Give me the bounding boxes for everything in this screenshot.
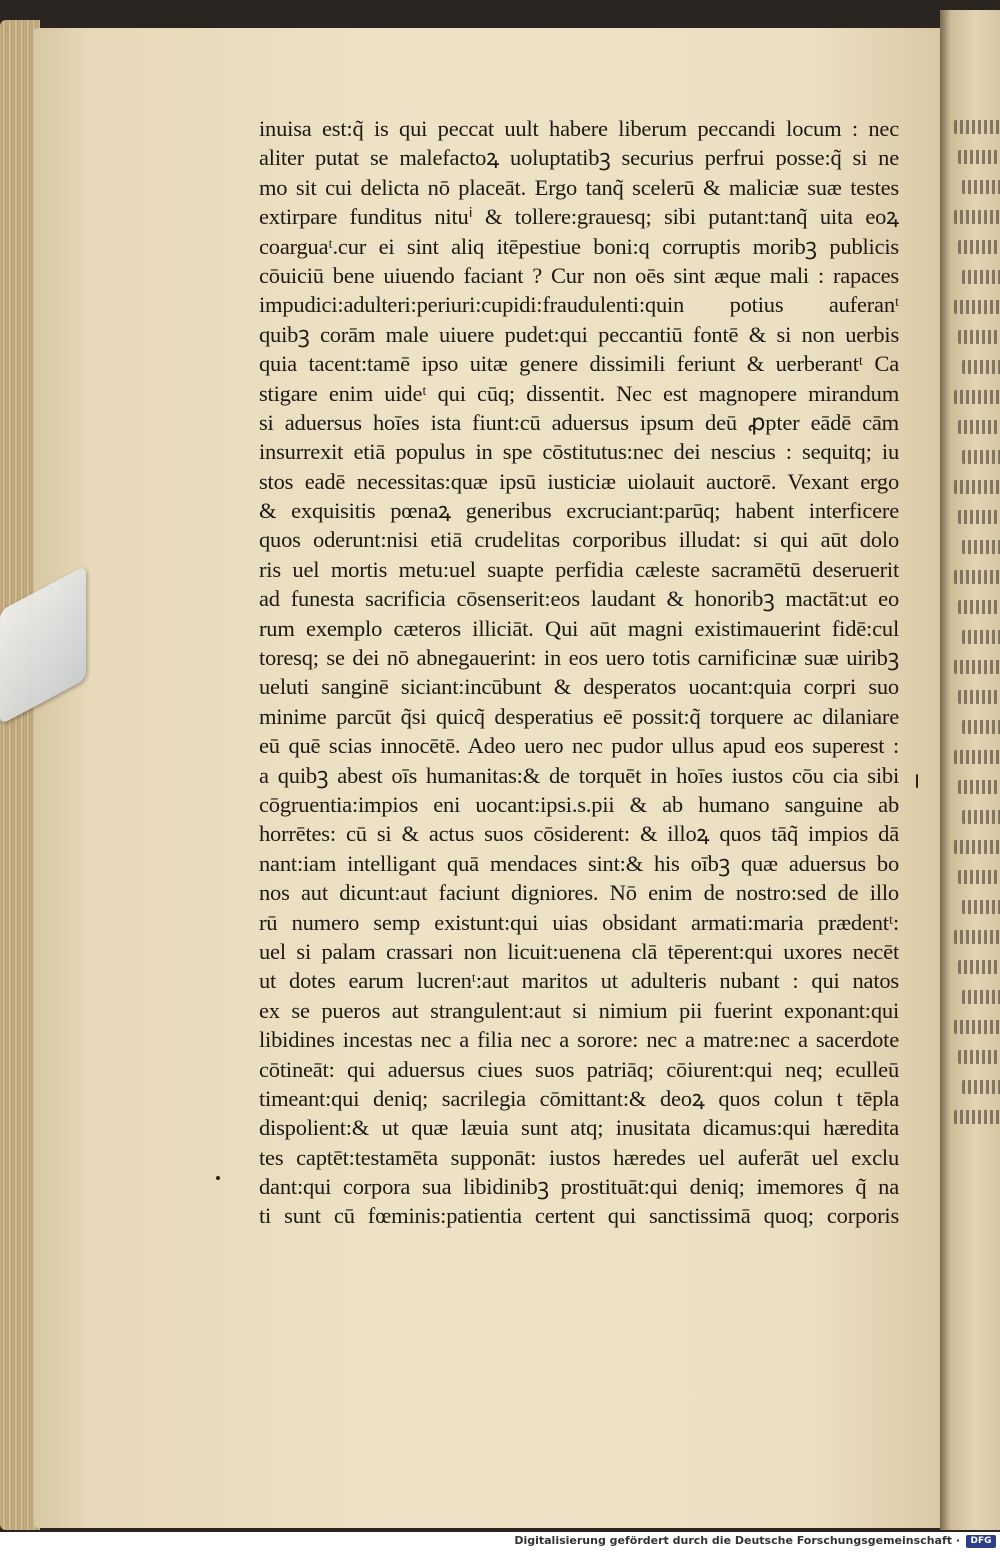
dfg-logo: DFG	[966, 1535, 996, 1548]
facing-page-line	[954, 930, 1000, 944]
text-line: impudici:adulteri:periuri:cupidi:fraudulenti:quin potius auferanᵗ	[259, 292, 899, 318]
text-line: ris uel mortis metu:uel suapte perfidia cæleste sacramētū deseruerit	[259, 556, 899, 582]
text-line: quos oderunt:nisi etiā crudelitas corporibus illudat: si qui aūt dolo	[259, 527, 899, 553]
facing-page-line	[958, 690, 1000, 704]
facing-page-line	[958, 1050, 1000, 1064]
facing-page-line	[962, 990, 1000, 1004]
text-line: & exquisitis pœnaꝝ generibus excruciant:parūq; habent interficere	[259, 498, 899, 524]
facing-page-line	[962, 900, 1000, 914]
facing-page-line	[958, 780, 1000, 794]
footer-bar	[0, 1532, 1000, 1552]
facing-page-line	[962, 810, 1000, 824]
facing-page-line	[958, 960, 1000, 974]
text-line: insurrexit etiā populus in spe cōstitutus:nec dei nescius : sequitq; iu	[259, 439, 899, 465]
ink-speck	[216, 1176, 220, 1180]
facing-page-line	[962, 270, 1000, 284]
text-line: stigare enim uideᵗ qui cūq; dissentit. Nec est magnopere mirandum	[259, 380, 899, 406]
facing-page-line	[954, 750, 1000, 764]
text-line: ad funesta sacrificia cōsenserit:eos laudant & honoribꝫ mactāt:ut eo	[259, 586, 899, 612]
text-line: si aduersus hoīes ista fiunt:cū aduersus ipsum deū ꝓpter eādē cām	[259, 409, 899, 435]
facing-page-line	[958, 150, 1000, 164]
facing-page-line	[958, 240, 1000, 254]
facing-page-line	[962, 1080, 1000, 1094]
facing-page-line	[954, 570, 1000, 584]
facing-page-line	[962, 540, 1000, 554]
text-line: nos aut dicunt:aut faciunt digniores. Nō enim de nostro:sed de illo	[259, 880, 899, 906]
text-line: dant:qui corpora sua libidinibꝫ prostituāt:qui deniq; imemores q̃ na	[259, 1174, 899, 1200]
text-line: libidines incestas nec a filia nec a sorore: nec a matre:nec a sacerdote	[259, 1027, 899, 1053]
text-line: timeant:qui deniq; sacrilegia cōmittant:& deoꝝ quos colun t tēpla	[259, 1085, 899, 1111]
text-line: dispolient:& ut quæ læuia sunt atq; inusitata dicamus:qui hæredita	[259, 1115, 899, 1141]
text-line: eū quē scias innocētē. Adeo uero nec pudor ullus apud eos superest :	[259, 733, 899, 759]
facing-page-line	[954, 840, 1000, 854]
text-line: nant:iam intelligant quā mendaces sint:& his oībꝫ quæ aduersus bo	[259, 850, 899, 876]
text-line: ut dotes earum lucrenᵗ:aut maritos ut adulteris nubant : qui natos	[259, 968, 899, 994]
facing-page-line	[962, 720, 1000, 734]
facing-page-line	[962, 630, 1000, 644]
facing-page-line	[954, 390, 1000, 404]
text-line: mo sit cui delicta nō placeāt. Ergo tanq̃ scelerū & maliciæ suæ testes	[259, 174, 899, 200]
text-line: rū numero semp existunt:qui uias obsidant armati:maria prædentᵗ:	[259, 909, 899, 935]
facing-page-line	[954, 1020, 1000, 1034]
text-line: ex se pueros aut strangulent:aut si nimium pii fuerint exponant:qui	[259, 997, 899, 1023]
text-line: coarguaᵗ.cur ei sint aliq itēpestiue boni:q corruptis moribꝫ publicis	[259, 233, 899, 259]
facing-page-line	[954, 660, 1000, 674]
facing-page-line	[954, 1110, 1000, 1124]
facing-page-line	[958, 330, 1000, 344]
facing-page-line	[954, 210, 1000, 224]
text-line: a quibꝫ abest oīs humanitas:& de torquēt in hoīes iustos cōu cia sibi	[259, 762, 899, 788]
text-line: horrētes: cū si & actus suos cōsiderent: & illoꝝ quos tāq̃ impios dā	[259, 821, 899, 847]
text-line: tes captēt:testamēta supponāt: iustos hæredes uel auferāt uel exclu	[259, 1144, 899, 1170]
facing-page-line	[954, 480, 1000, 494]
text-line: aliter putat se malefactoꝝ uoluptatibꝫ securius perfrui posse:q̃ si ne	[259, 145, 899, 171]
facing-page-line	[962, 360, 1000, 374]
facing-page-line	[958, 870, 1000, 884]
facing-page-line	[958, 420, 1000, 434]
text-line: ti sunt cū fœminis:patientia certent qui sanctissimā quoq; corporis	[259, 1203, 899, 1229]
body-text	[259, 114, 899, 1231]
text-line: cōuiciū bene uiuendo faciant ? Cur non oēs sint æque mali : rapaces	[259, 262, 899, 288]
text-line: stos eadē necessitas:quæ ipsū iusticiæ uiolauit auctorē. Vexant ergo	[259, 468, 899, 494]
facing-page-line	[962, 180, 1000, 194]
text-line: quibꝫ corām male uiuere pudet:qui peccantiū fontē & si non uerbis	[259, 321, 899, 347]
facing-page-line	[954, 120, 1000, 134]
text-line: rum exemplo cæteros illiciāt. Qui aūt magni existimauerint fidē:cul	[259, 615, 899, 641]
text-line: minime parcūt q̃si quicq̃ desperatius eē possit:q̃ torquere ac dilaniare	[259, 703, 899, 729]
facing-page-line	[954, 300, 1000, 314]
text-line: ueluti sanginē siciant:incūbunt & desperatos uocant:quia corpri suo	[259, 674, 899, 700]
footer-credit: Digitalisierung gefördert durch die Deutsche Forschungsgemeinschaft ·	[514, 1534, 960, 1547]
facing-page-line	[958, 600, 1000, 614]
text-line: cōtineāt: qui aduersus ciues suos patriāq; cōiurent:qui neq; eculleū	[259, 1056, 899, 1082]
text-line: extirpare funditus nituⁱ & tollere:grauesq; sibi putant:tanq̃ uita eoꝝ	[259, 204, 899, 230]
ink-speck	[916, 774, 918, 788]
text-line: inuisa est:q̃ is qui peccat uult habere liberum peccandi locum : nec	[259, 116, 899, 141]
text-line: uel si palam crassari non licuit:uenena clā tēperent:qui uxores necēt	[259, 938, 899, 964]
text-line: cōgruentia:impios eni uocant:ipsi.s.pii & ab humano sanguine ab	[259, 791, 899, 817]
facing-page	[940, 10, 1000, 1530]
text-line: toresq; se dei nō abnegauerint: in eos uero totis carnificinæ suæ uiribꝫ	[259, 645, 899, 671]
text-line: quia tacent:tamē ipso uitæ genere dissimili feriunt & uerberantᵗ Ca	[259, 351, 899, 377]
facing-page-line	[958, 510, 1000, 524]
facing-page-line	[962, 450, 1000, 464]
